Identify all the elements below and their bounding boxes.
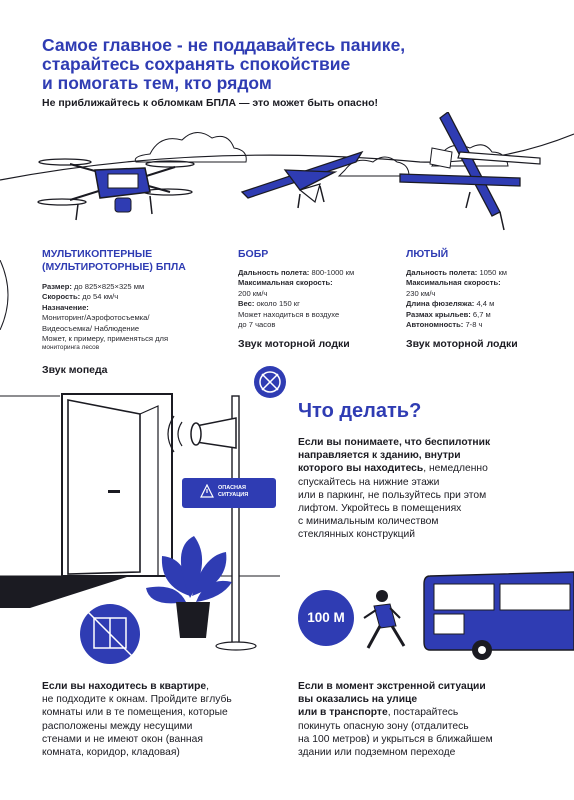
multicopter-sound: Звук мопеда [42, 364, 108, 376]
danger-sign-label [218, 485, 274, 499]
text-line: на 100 метров) и укрыться в ближайшем [298, 733, 493, 745]
spec-value: до 54 км/ч [80, 292, 119, 302]
text-line: здании или подземном переходе [298, 747, 456, 759]
text-line: с минимальным количеством [298, 516, 439, 528]
spec-label: Максимальная скорость: [406, 278, 501, 288]
spec-line: Мониторинг/Аэрофотосъемка/ [42, 313, 150, 323]
spec-label: Автономность: [406, 320, 464, 330]
bobr-specs [238, 268, 388, 330]
distance-badge: 100 М [298, 590, 354, 646]
text-line: покинуть опасную зону (отдалитесь [298, 720, 469, 732]
spec-label: Дальность полета: [238, 268, 310, 277]
text-line: стеклянных конструкций [298, 529, 416, 541]
bold-line: которого вы находитесь [298, 463, 424, 475]
multicopter-title [42, 248, 186, 274]
spec-value: 7-8 ч [463, 320, 483, 330]
text-line: или в паркинг, не пользуйтесь при этом [298, 489, 487, 501]
bus-icon [424, 572, 574, 660]
spec-value: 6,7 м [470, 309, 491, 319]
title-line: МУЛЬТИКОПТЕРНЫЕ [42, 248, 153, 260]
door-icon [68, 400, 140, 574]
lyuty-specs [406, 268, 556, 330]
bold-line: Если вы понимаете, что беспилотник [298, 437, 491, 448]
text-line: не подходите к окнам. Пройдите вглубь [42, 694, 232, 706]
street-advice [298, 680, 558, 759]
bobr-drone-icon [242, 152, 362, 208]
text-part: , постарайтесь [387, 707, 459, 719]
bold-line: направляется к зданию, внутри [298, 450, 461, 462]
door-handle-icon [108, 490, 120, 493]
lyuty-sound: Звук моторной лодки [406, 338, 518, 350]
megaphone-icon [196, 418, 236, 448]
spec-label: Размах крыльев: [406, 309, 471, 319]
text-line: расположены между несущими [42, 720, 193, 732]
spec-label: Максимальная скорость: [238, 278, 333, 288]
spec-value: 200 км/ч [238, 288, 268, 298]
spec-value: 230 км/ч [406, 288, 436, 298]
edge-arc [0, 260, 14, 330]
title-line: и помогать тем, кто рядом [42, 73, 272, 93]
debris-warning: Не приближайтесь к обломкам БПЛА — это может быть опасно! [42, 97, 378, 109]
what-to-do-heading: Что делать? [298, 400, 422, 422]
spec-line: Видеосъемка/ Наблюдение [42, 323, 140, 333]
text-line: лифтом. Укройтесь в помещениях [298, 503, 462, 515]
apartment-advice [42, 680, 292, 759]
text-line: стенами и не имеют окон (ванная [42, 733, 203, 745]
bold-line: Если вы находитесь в квартире [42, 681, 207, 692]
lyuty-drone-icon [400, 112, 540, 230]
sign-line: СИТУАЦИЯ [218, 492, 249, 498]
spec-label: Длина фюзеляжа: [406, 299, 475, 309]
spec-line: мониторинга лесов [42, 344, 100, 352]
spec-label: Скорость: [42, 292, 81, 302]
text-line: комнаты или в те помещения, которые [42, 707, 228, 719]
building-advice [298, 436, 548, 542]
bold-line: или в транспорте [298, 707, 388, 719]
page-title [42, 36, 462, 93]
bus-illustration [360, 566, 574, 666]
spec-value: 800-1000 км [309, 268, 355, 277]
text-line: комната, коридор, кладовая) [42, 747, 180, 759]
running-person-icon [364, 590, 404, 648]
door-illustration [0, 366, 300, 666]
spec-value: 1050 км [477, 268, 507, 277]
spec-label: Назначение: [42, 302, 89, 312]
text-part: , [206, 681, 209, 692]
spec-value: 4,4 м [474, 299, 495, 309]
warning-icon [200, 484, 214, 498]
spec-line: до 7 часов [238, 320, 276, 330]
spec-label: Размер: [42, 282, 72, 291]
bobr-sound: Звук моторной лодки [238, 338, 350, 350]
bold-line: Если в момент экстренной ситуации [298, 681, 486, 692]
bold-line: вы оказались на улице [298, 694, 418, 706]
drones-illustration [0, 112, 574, 238]
multicopter-specs [42, 282, 217, 352]
title-line: (МУЛЬТИРОТОРНЫЕ) БПЛА [42, 261, 186, 273]
multicopter-icon [38, 159, 194, 220]
lyuty-title: ЛЮТЫЙ [406, 248, 449, 260]
spec-line: Может, к примеру, применяться для [42, 334, 169, 344]
spec-value: до 825×825×325 мм [71, 282, 145, 291]
spec-line: Может находиться в воздухе [238, 309, 340, 319]
spec-value: около 150 кг [254, 299, 300, 309]
spec-label: Дальность полета: [406, 268, 478, 277]
title-line: старайтесь сохранять спокойствие [42, 54, 351, 74]
text-line: спускайтесь на нижние этажи [298, 476, 440, 488]
spec-label: Вес: [238, 299, 255, 309]
plant-icon [146, 536, 232, 638]
text-part: , немедленно [423, 463, 488, 475]
bobr-title: БОБР [238, 248, 269, 260]
sign-line: ОПАСНАЯ [218, 485, 246, 491]
title-line: Самое главное - не поддавайтесь панике, [42, 35, 406, 55]
